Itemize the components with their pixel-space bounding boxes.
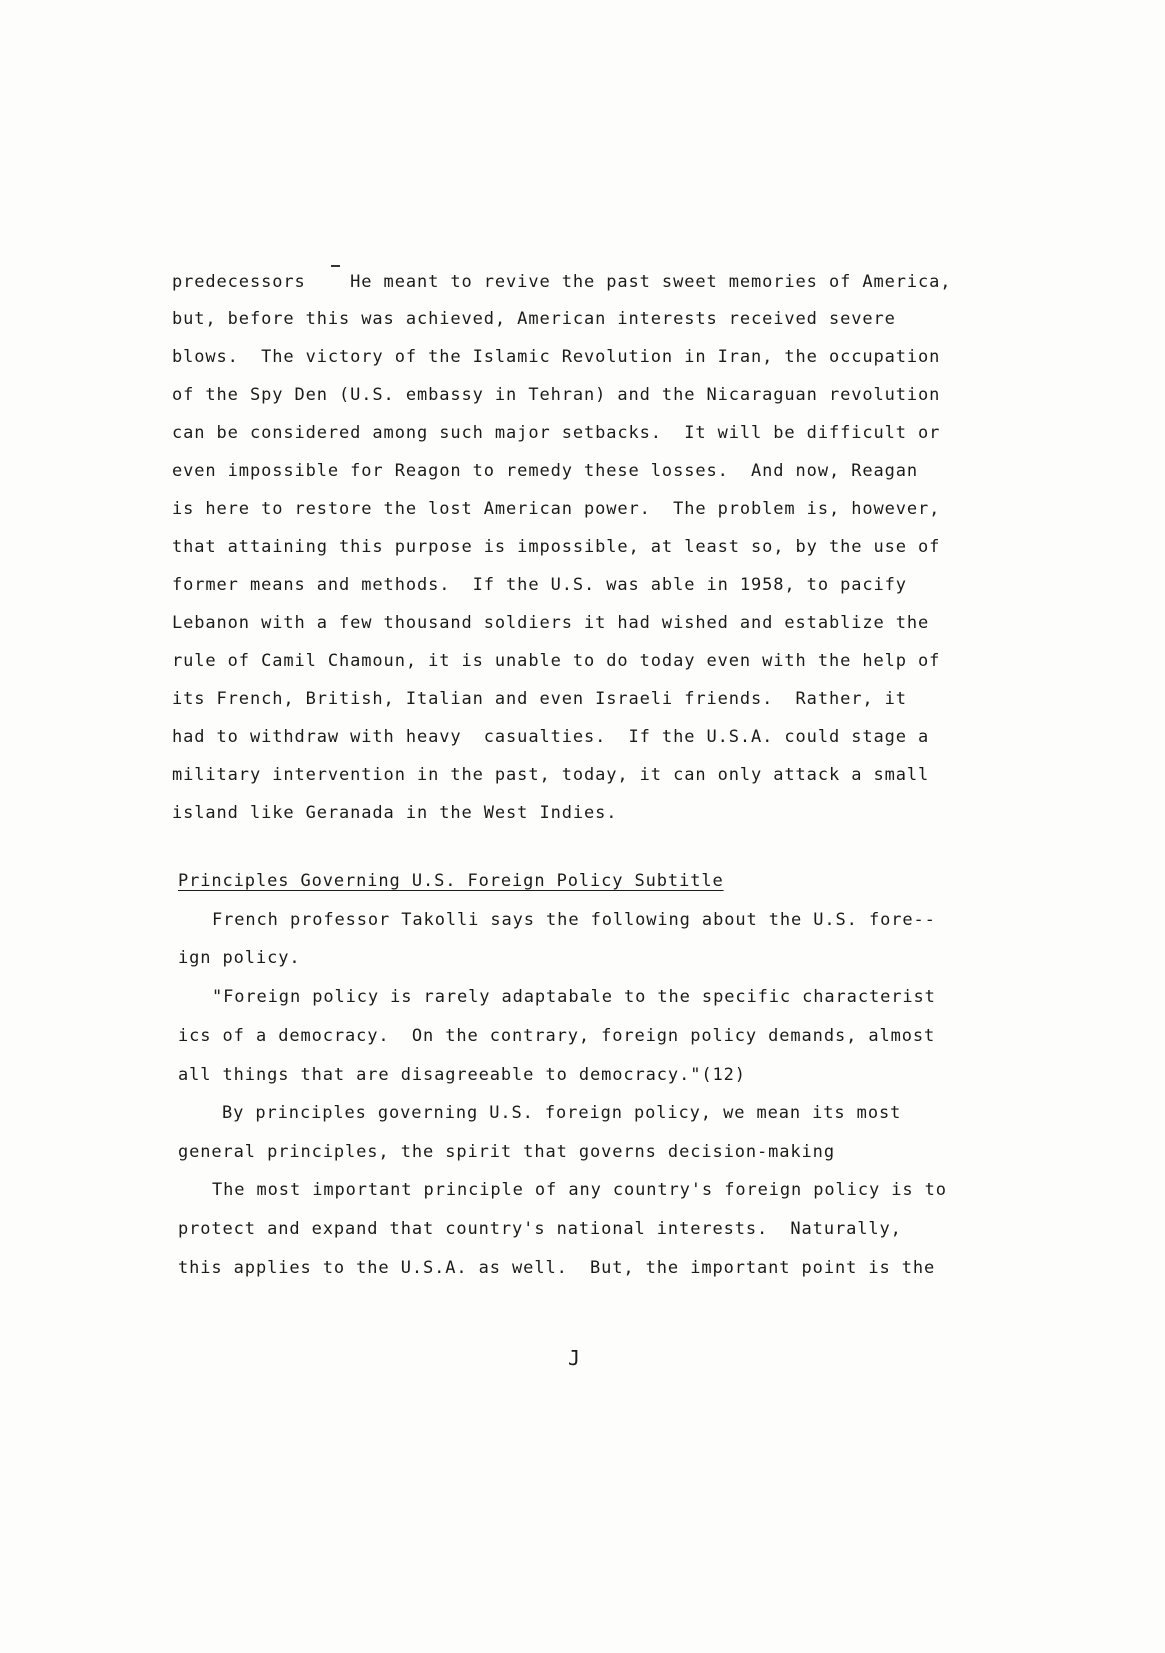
- paragraph1-line: had to withdraw with heavy casualties. If the U.S.A. could stage a: [172, 727, 930, 747]
- paragraph4-line: protect and expand that country's national interests. Naturally,: [178, 1219, 902, 1239]
- paragraph1-line: is here to restore the lost American power. The problem is, however,: [172, 499, 941, 519]
- paragraph1-line: Lebanon with a few thousand soldiers it had wished and establize the: [172, 613, 930, 633]
- paragraph1-line: that attaining this purpose is impossible, at least so, by the use of: [172, 537, 941, 557]
- quote-line: "Foreign policy is rarely adaptabale to the specific characterist: [212, 987, 936, 1007]
- paragraph1-line: but, before this was achieved, American interests received severe: [172, 309, 896, 329]
- paragraph1-line: can be considered among such major setbacks. It will be difficult or: [172, 423, 941, 443]
- paragraph1-line: island like Geranada in the West Indies.: [172, 803, 618, 823]
- paragraph3-line: By principles governing U.S. foreign policy, we mean its most: [222, 1103, 902, 1123]
- section-subtitle: Principles Governing U.S. Foreign Policy Subtitle: [178, 871, 724, 891]
- paragraph1-line: blows. The victory of the Islamic Revolution in Iran, the occupation: [172, 347, 941, 367]
- paragraph1-line: even impossible for Reagon to remedy these losses. And now, Reagan: [172, 461, 919, 481]
- paragraph1-line: of the Spy Den (U.S. embassy in Tehran) and the Nicaraguan revolution: [172, 385, 941, 405]
- paragraph4-line: this applies to the U.S.A. as well. But, the important point is the: [178, 1258, 936, 1278]
- paragraph2-line: ign policy.: [178, 948, 301, 968]
- paragraph1-line: predecessors He meant to revive the past sweet memories of America,: [172, 272, 952, 292]
- quote-line: ics of a democracy. On the contrary, foreign policy demands, almost: [178, 1026, 936, 1046]
- dash-mark: [331, 265, 340, 267]
- paragraph1-line: its French, British, Italian and even Israeli friends. Rather, it: [172, 689, 907, 709]
- paragraph1-line: military intervention in the past, today, it can only attack a small: [172, 765, 930, 785]
- paragraph2-line: French professor Takolli says the following about the U.S. fore--: [212, 910, 936, 930]
- paragraph1-line: former means and methods. If the U.S. was able in 1958, to pacify: [172, 575, 907, 595]
- paragraph3-line: general principles, the spirit that governs decision-making: [178, 1142, 835, 1162]
- page-number: J: [568, 1346, 581, 1370]
- paragraph4-line: The most important principle of any country's foreign policy is to: [212, 1180, 947, 1200]
- paragraph1-line: rule of Camil Chamoun, it is unable to do today even with the help of: [172, 651, 941, 671]
- quote-line: all things that are disagreeable to democracy."(12): [178, 1065, 746, 1085]
